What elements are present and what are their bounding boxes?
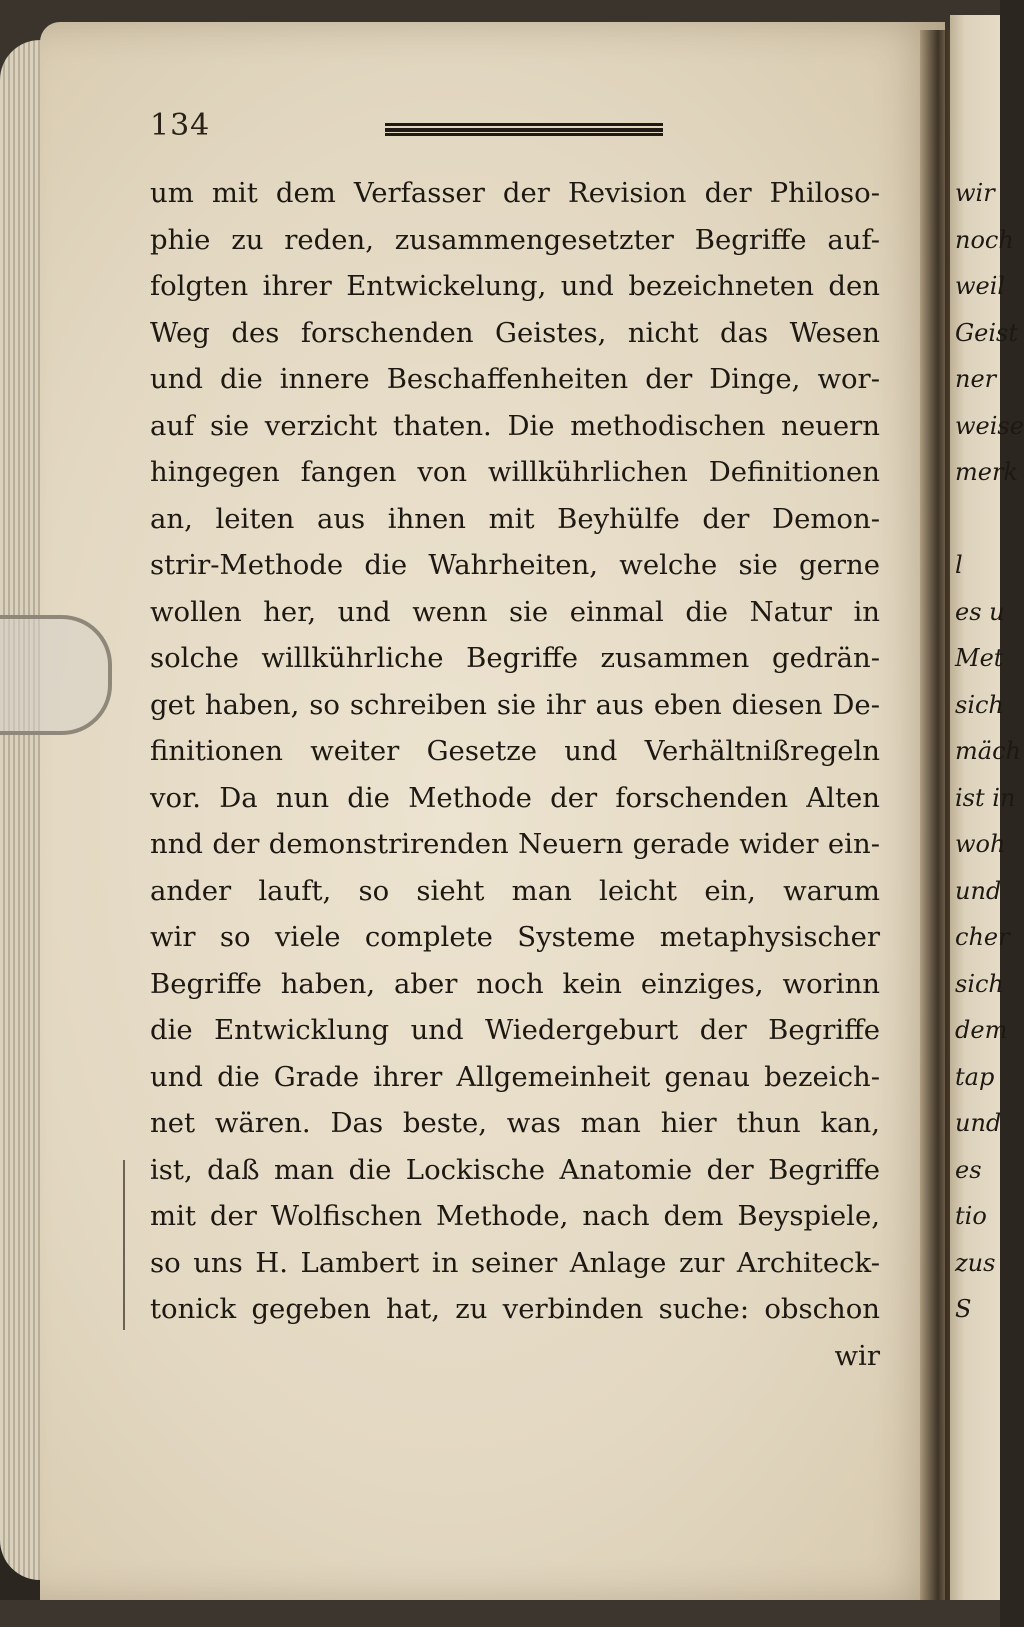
right-page-text [955, 170, 1024, 1333]
right-page-fragment: zus [955, 1248, 996, 1277]
text-line: tonick gegeben hat, zu verbinden suche: obschon [150, 1293, 880, 1325]
text-line: solche willkührliche Begriffe zusammen gedrän- [150, 642, 880, 674]
right-page-fragment: noch [955, 225, 1014, 254]
text-line: mit der Wolfischen Methode, nach dem Beyspiele, [150, 1200, 880, 1232]
right-page-fragment: mäch [955, 737, 1021, 765]
text-line: ander lauft, so sieht man leicht ein, warum [150, 874, 880, 907]
body-text [150, 170, 880, 1379]
text-line: hingegen fangen von willkührlichen Definitionen [150, 456, 880, 488]
page-number: 134 [150, 108, 211, 143]
right-page-fragment [955, 496, 1000, 543]
text-line: und die innere Beschaffenheiten der Dinge, wor- [150, 363, 880, 395]
right-page-fragment: weise [955, 411, 1024, 440]
right-page-fragment: ist in [955, 783, 1016, 812]
right-page-fragment: und [955, 876, 1002, 905]
right-page-fragment: wir [955, 179, 995, 207]
right-page-fragment: tap [955, 1062, 995, 1091]
right-page-fragment: S [955, 1295, 972, 1323]
text-line: nnd der demonstrirenden Neuern gerade wider ein- [150, 828, 880, 860]
text-line: an, leiten aus ihnen mit Beyhülfe der Demon- [150, 502, 880, 535]
bottom-edge [0, 1600, 1000, 1627]
text-line: und die Grade ihrer Allgemeinheit genau bezeich- [150, 1060, 880, 1093]
text-line: Begriffe haben, aber noch kein einziges, worinn [150, 967, 880, 1000]
right-page-fragment: tio [955, 1202, 987, 1230]
right-page-fragment: und [955, 1109, 1002, 1137]
right-page-fragment: woh [955, 830, 1006, 858]
text-line: um mit dem Verfasser der Revision der Philoso- [150, 177, 880, 209]
text-line: phie zu reden, zusammengesetzter Begriffe auf- [150, 223, 880, 256]
text-line: auf sie verzicht thaten. Die methodischen neuern [150, 409, 880, 442]
text-line: folgten ihrer Entwickelung, und bezeichneten den [150, 270, 880, 302]
margin-mark [123, 1160, 125, 1330]
page-clip [0, 615, 112, 735]
right-page-fragment: es [955, 1155, 982, 1184]
text-line: finitionen weiter Gesetze und Verhältnißregeln [150, 735, 880, 767]
text-line: wir so viele complete Systeme metaphysischer [150, 921, 880, 953]
right-page-fragment: Met [955, 644, 1004, 672]
catchword: wir [834, 1339, 880, 1372]
text-line: strir-Methode die Wahrheiten, welche sie gerne [150, 549, 880, 581]
book-gutter [920, 30, 950, 1600]
right-page-fragment: es u [955, 597, 1005, 626]
text-line: Weg des forschenden Geistes, nicht das Wesen [150, 316, 880, 349]
text-line: vor. Da nun die Methode der forschenden Alten [150, 781, 880, 814]
right-page-fragment: ner [955, 365, 997, 393]
right-page-fragment: weil [955, 272, 1006, 300]
right-page-fragment: cher [955, 923, 1010, 951]
text-line: die Entwicklung und Wiedergeburt der Begriffe [150, 1014, 880, 1046]
right-page-fragment: Geist [955, 318, 1019, 347]
header-rule [385, 123, 663, 136]
right-page-fragment: sich [955, 969, 1004, 998]
text-line: ist, daß man die Lockische Anatomie der Begriffe [150, 1153, 880, 1186]
right-page-fragment: merk [955, 458, 1018, 486]
text-line: get haben, so schreiben sie ihr aus eben diesen De- [150, 688, 880, 721]
right-page-fragment: sich [955, 690, 1004, 719]
text-line: net wären. Das beste, was man hier thun kan, [150, 1107, 880, 1139]
text-line: wollen her, und wenn sie einmal die Natur in [150, 595, 880, 628]
right-page-fragment: l [955, 551, 963, 579]
right-page-fragment: dem [955, 1016, 1008, 1044]
text-line: so uns H. Lambert in seiner Anlage zur Architeck- [150, 1246, 880, 1279]
